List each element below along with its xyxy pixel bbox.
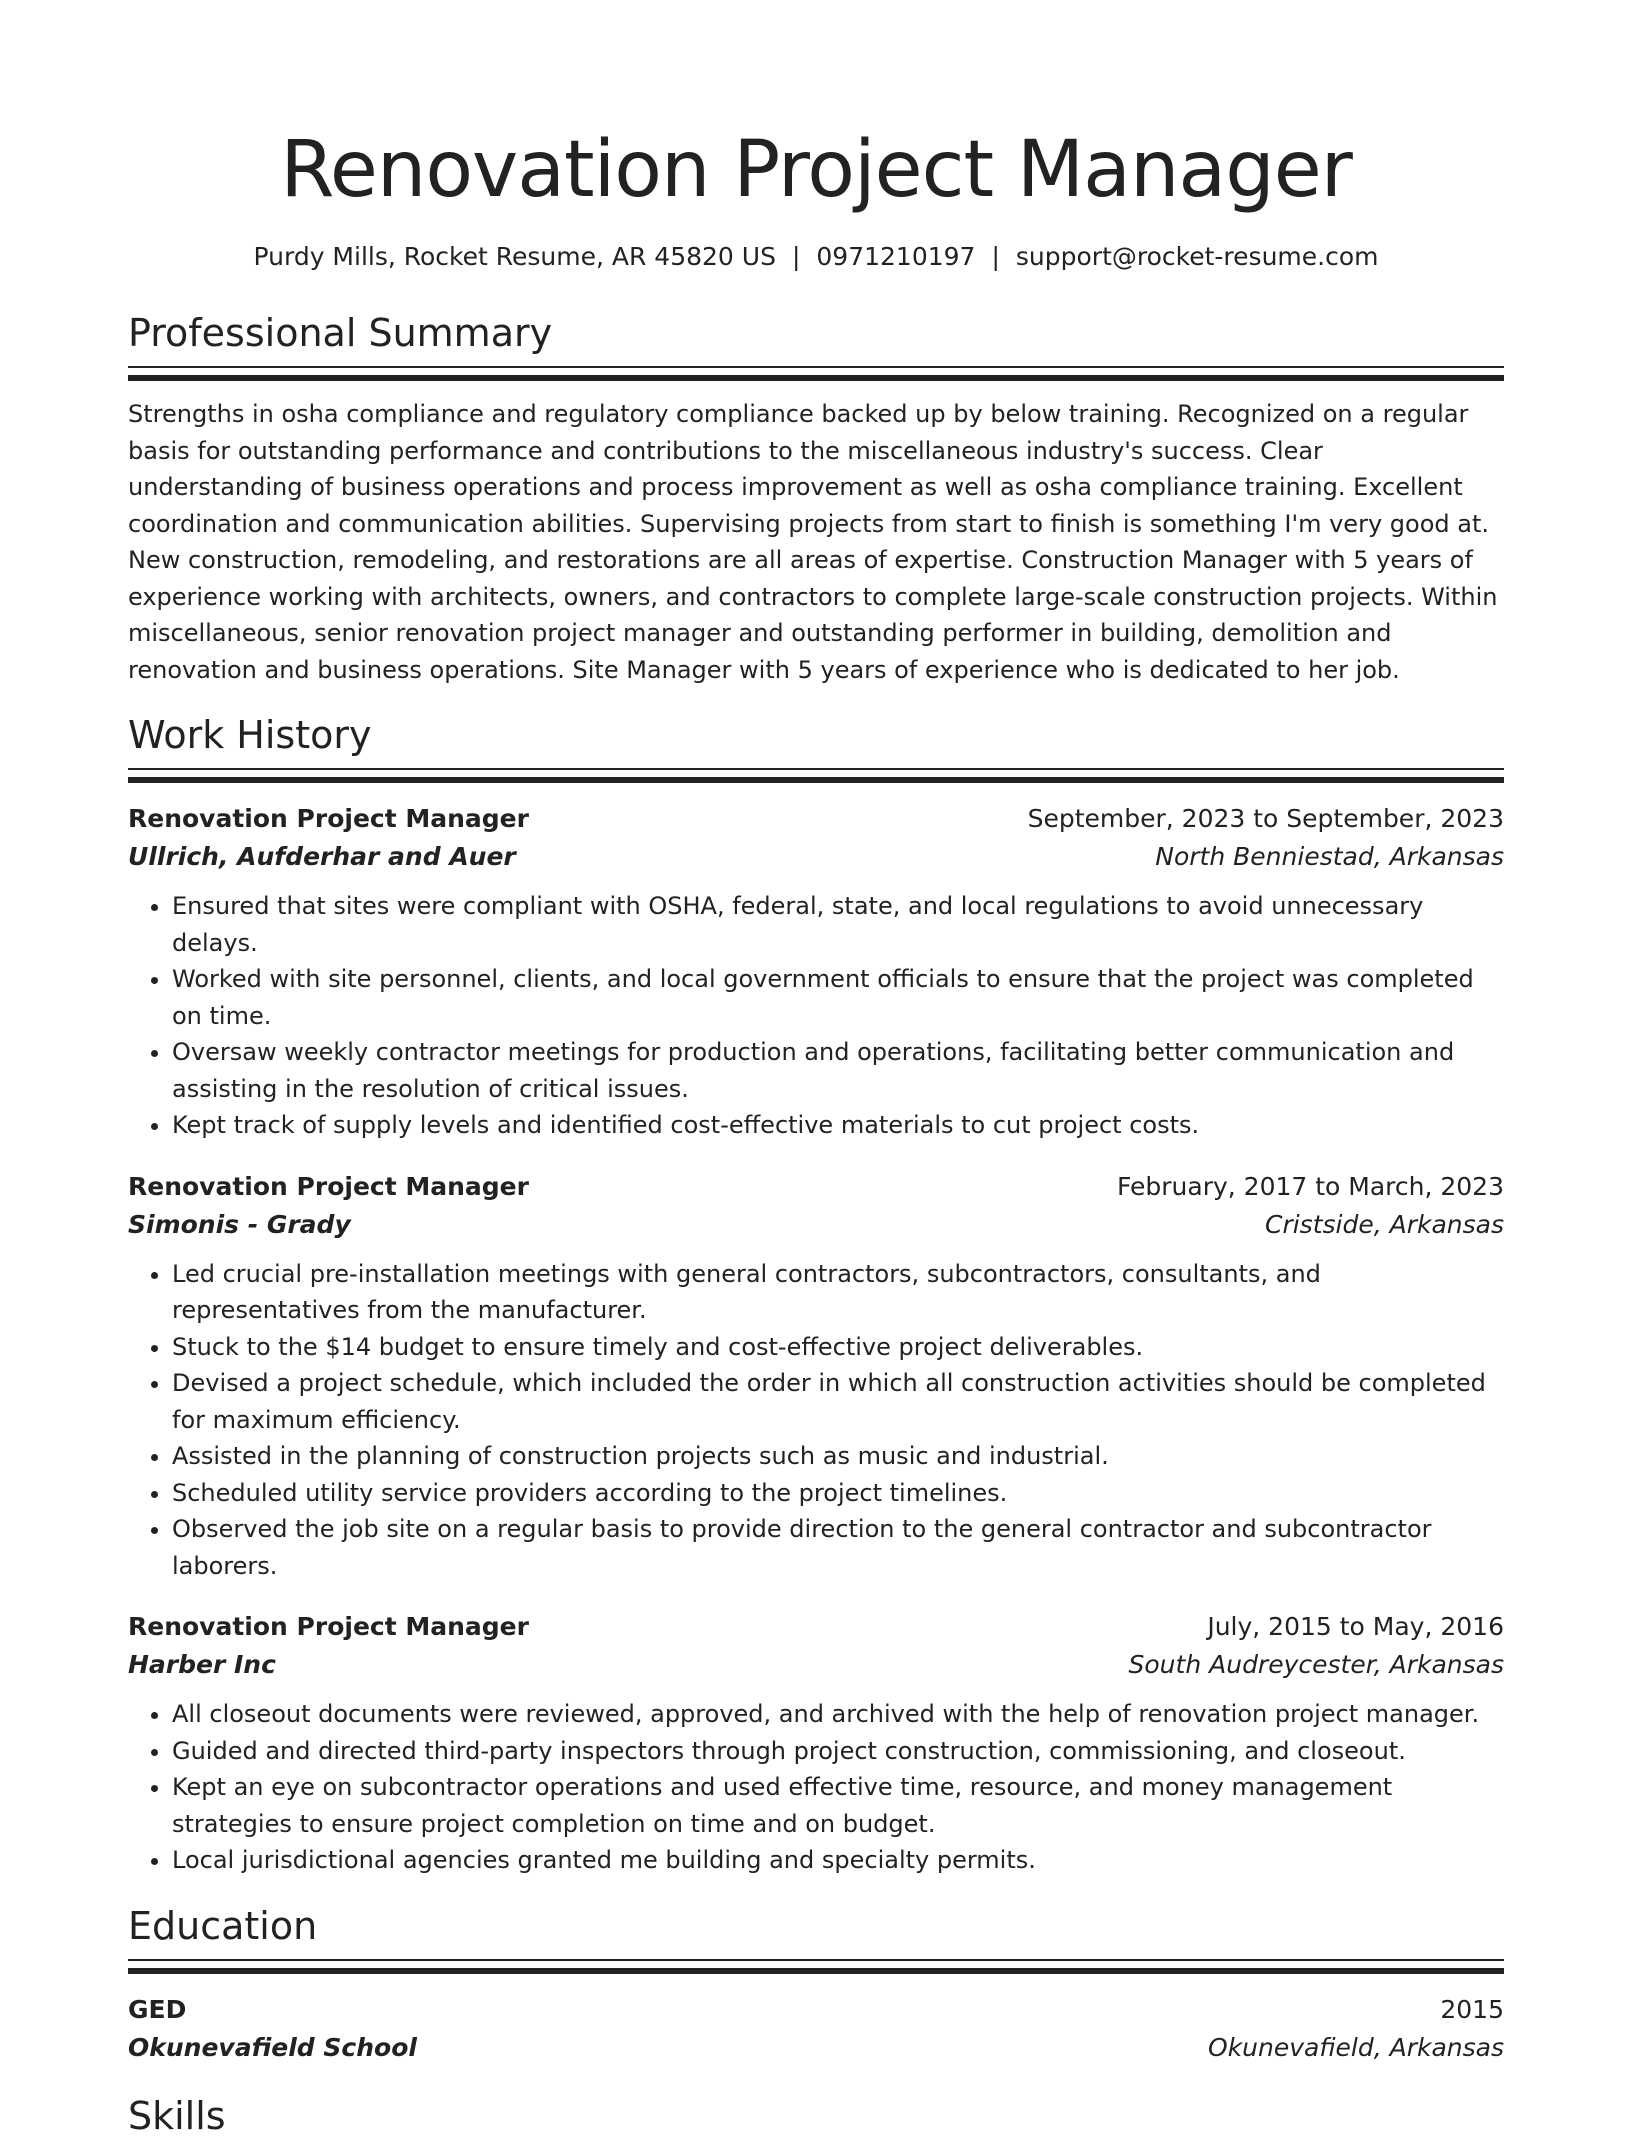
job-title: Renovation Project Manager [128,1612,529,1641]
work-history-heading: Work History [128,713,372,757]
contact-email[interactable]: support@rocket-resume.com [1015,242,1379,271]
job-bullet: • Oversaw weekly contractor meetings for production and operations, facilitating better communication and assisting in the resolution of critical issues. [172,1034,1504,1107]
section-divider [128,768,1504,784]
job-company: Ullrich, Aufderhar and Auer [128,842,516,871]
contact-address: Purdy Mills, Rocket Resume, AR 45820 US [253,242,776,271]
job-bullet: • Ensured that sites were compliant with OSHA, federal, state, and local regulations to avoid unnecessary delays. [172,888,1504,961]
education-degree: GED [128,1994,187,2024]
job-bullet: • Assisted in the planning of construction projects such as music and industrial. [172,1438,1504,1475]
summary-heading: Professional Summary [128,311,553,355]
summary-section [128,308,1504,688]
education-year: 2015 [1440,1994,1504,2024]
job-bullet: • Kept track of supply levels and identified cost-effective materials to cut project costs. [172,1107,1504,1144]
work-history-section [128,710,1504,1879]
resume-page [128,0,1504,2141]
job-company: Harber Inc [128,1650,276,1679]
contact-separator: | [991,242,1000,271]
job-dates: July, 2015 to May, 2016 [1207,1612,1504,1641]
contact-separator: | [791,242,801,271]
education-heading: Education [128,1903,318,1948]
job-bullet: • Scheduled utility service providers according to the project timelines. [172,1475,1504,1512]
section-divider [128,366,1504,382]
job-bullet: • Local jurisdictional agencies granted me building and specialty permits. [172,1842,1504,1879]
job-bullet: • Stuck to the $14 budget to ensure timely and cost-effective project deliverables. [172,1329,1504,1366]
job-bullet: • Observed the job site on a regular basis to provide direction to the general contractor and subcontractor laborers. [172,1511,1504,1584]
job-title: Renovation Project Manager [128,804,529,833]
job-dates: February, 2017 to March, 2023 [1116,1171,1504,1201]
job-dates: September, 2023 to September, 2023 [1027,804,1504,833]
job-bullet: • All closeout documents were reviewed, approved, and archived with the help of renovation project manager. [172,1696,1504,1733]
job-bullets [128,1256,1504,1585]
skills-heading: Skills [128,2093,226,2138]
job-location: Cristside, Arkansas [1264,1209,1504,1239]
summary-text: Strengths in osha compliance and regulatory compliance backed up by below training. Recognized on a regular basis for outstanding performance and contributions to the miscellaneous industry's success. Clear understanding of business operations and process improvement as well as osha compliance training. Excellent coordination and communication abilities. Supervising projects from start to finish is something I'm very good at. New construction, remodeling, and restorations are all areas of expertise. Construction Manager with 5 years of experience working with architects, owners, and contractors to complete large-scale construction projects. Within miscellaneous, senior renovation project manager and outstanding performer in building, demolition and renovation and business operations. Site Manager with 5 years of experience who is dedicated to her job. [128,400,1498,684]
job-bullet: • Kept an eye on subcontractor operations and used effective time, resource, and money management strategies to ensure project completion on time and on budget. [172,1769,1504,1842]
contact-phone: 0971210197 [816,242,976,271]
job-bullet: • Guided and directed third-party inspectors through project construction, commissioning, and closeout. [172,1733,1504,1770]
job-entry [128,1608,1504,1879]
education-school: Okunevafield School [128,2032,417,2062]
section-divider [128,1959,1504,1975]
job-bullet: • Worked with site personnel, clients, and local government officials to ensure that the project was completed on time. [172,961,1504,1034]
job-bullets [128,1696,1504,1879]
job-bullet: • Devised a project schedule, which included the order in which all construction activities should be completed for maximum efficiency. [172,1365,1504,1438]
job-location: North Benniestad, Arkansas [1155,842,1504,871]
job-entry [128,800,1504,1144]
contact-line [128,240,1504,274]
skills-section [128,2091,1504,2141]
education-section [128,1901,1504,2067]
resume-name: Renovation Project Manager [280,125,1352,215]
job-bullet: • Led crucial pre-installation meetings with general contractors, subcontractors, consultants, and representatives from the manufacturer. [172,1256,1504,1329]
job-title: Renovation Project Manager [128,1171,529,1201]
education-location: Okunevafield, Arkansas [1208,2032,1504,2062]
job-bullets [128,888,1504,1144]
job-company: Simonis - Grady [128,1209,351,1239]
job-entry [128,1168,1504,1585]
job-location: South Audreycester, Arkansas [1128,1650,1504,1679]
